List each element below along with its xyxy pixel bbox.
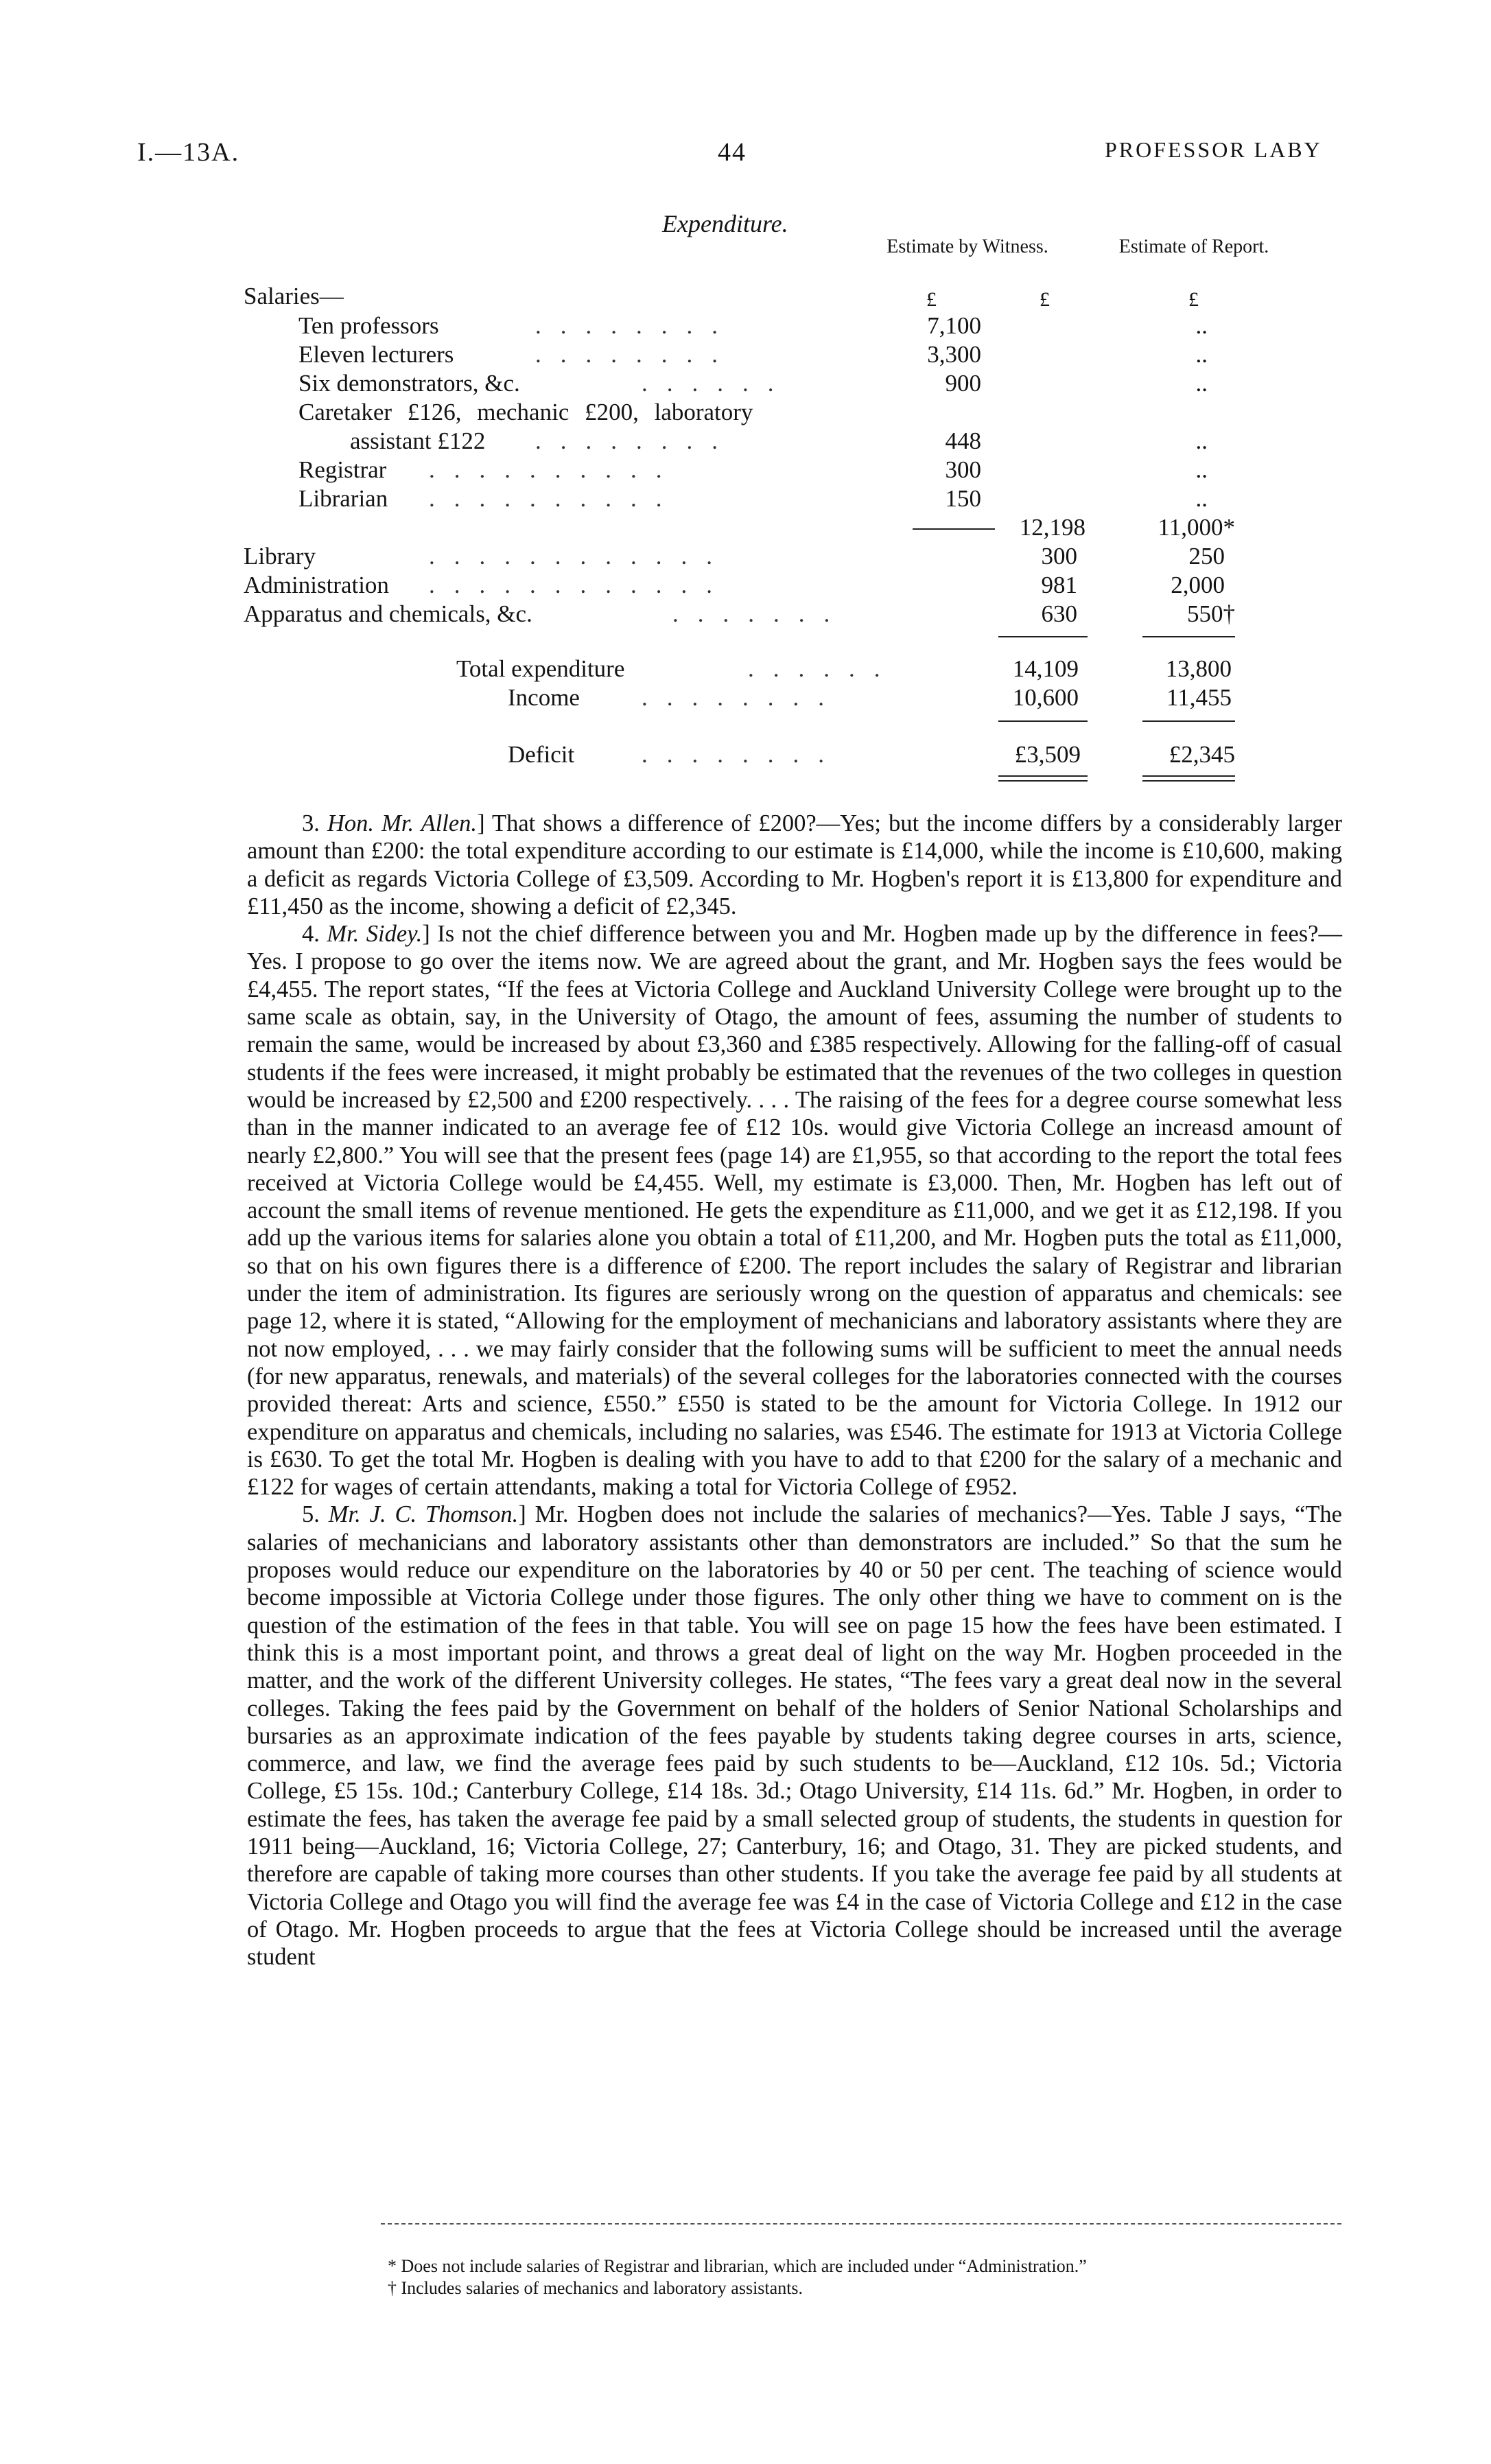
row-witness-value: 900 bbox=[945, 370, 981, 397]
column-header-report: Estimate of Report. bbox=[1118, 236, 1269, 257]
leader-dots: ........ bbox=[535, 312, 737, 339]
footnote-asterisk: * Does not include salaries of Registrar and librarian, which are included under “Administration.” bbox=[388, 2256, 1087, 2276]
row-label: Library bbox=[244, 543, 316, 570]
salaries-total-witness: 12,198 bbox=[1019, 514, 1085, 541]
footnote-dagger: † Includes salaries of mechanics and laboratory assistants. bbox=[388, 2278, 803, 2298]
total-rule-witness bbox=[998, 636, 1088, 637]
row-witness-value: 630 bbox=[1041, 600, 1077, 627]
row-witness-value: 3,300 bbox=[927, 341, 981, 368]
row-label: Caretaker £126, mechanic £200, laboratory bbox=[298, 399, 753, 425]
header-witness-name: PROFESSOR LABY bbox=[1105, 137, 1322, 162]
row-report-value: .. bbox=[1195, 312, 1208, 339]
paragraph: 4. Mr. Sidey.] Is not the chief difference between you and Mr. Hogben made up by the difference in fees?—Yes. I propose to go over the items now. We are agreed about the grant, and Mr. Hogben says the fees would be £4,455. The report states, “If the fees at Victoria College and Auckland University College were brought up to the same scale as obtain, say, in the University of Otago, the amount of fees, assuming the number of students to remain the same, would be increased by about £3,360 and £385 respectively. Allowing for the falling-off of casual students if the fees were increased, it might probably be estimated that the revenues of the two colleges in question would be increased by £2,500 and £200 respectively. . . . The raising of the fees for a degree course somewhat less than in the manner indicated to an average fee of £12 10s. would give Victoria College an increasd amount of nearly £2,800.” You will see that the present fees (page 14) are £1,955, so that according to the report the total fees received at Victoria College would be £4,455. Well, my estimate is £3,000. Then, Mr. Hogben has left out of account the small items of revenue mentioned. He gets the expenditure as £11,000, and we get it as £12,198. If you add up the various items for salaries alone you obtain a total of £11,200, and Mr. Hogben puts the total as £11,000, so that on his own figures there is a difference of £200. The report includes the salary of Registrar and librarian under the item of administration. Its figures are seriously wrong on the question of apparatus and chemicals: see page 12, where it is stated, “Allowing for the employment of mechanicians and laboratory assistants where they are not now employed, . . . we may fairly consider that the following sums will be sufficient to meet the annual needs (for new apparatus, renewals, and materials) of the several colleges for the laboratories connected with the courses provided thereat: Arts and science, £550.” £550 is stated to be the amount for Victoria College. In 1912 our expenditure on apparatus and chemicals, including no salaries, was £546. The estimate for 1913 at Victoria College is £630. To get the total Mr. Hogben is dealing with you have to add to that £200 for the salary of a mechanic and £122 for wages of certain attendants, making a total for Victoria College of £952. bbox=[247, 921, 1342, 1501]
row-witness-value: 150 bbox=[945, 485, 981, 512]
leader-dots: ...... bbox=[748, 655, 900, 682]
row-witness-value: 448 bbox=[945, 427, 981, 454]
paragraph-text: Mr. Hogben does not include the salaries of mechanics?—Yes. Table J says, “The salaries of mechanicians and laboratory assistants other than demonstrators are included.” So that the sum he proposes would reduce our expenditure on the laboratories by 40 or 50 per cent. The teaching of science would become impossible at Victoria College under those figures. The only other thing we have to comment on is the question of the estimation of the fees in that table. You will see on page 15 how the fees have been estimated. I think this is a most important point, and throws a great deal of light on the way Mr. Hogben proceeded in the matter, and the work of the different University colleges. He states, “The fees vary a great deal now in the several colleges. Taking the fees paid by the Government on behalf of the holders of Senior National Scholarships and bursaries as an approximate indication of the fees payable by students taking degree courses in arts, science, commerce, and law, we find the average fees paid by such students to be—Auckland, £12 10s. 5d.; Victoria College, £5 15s. 10d.; Canterbury College, £14 18s. 3d.; Otago University, £14 11s. 6d.” Mr. Hogben, in order to estimate the fees, has taken the average fee paid by a small selected group of students, the students in question for 1911 being—Auckland, 16; Victoria College, 27; Canterbury, 16; and Otago, 31. They are picked students, and therefore are capable of taking more courses than other students. If you take the average fee paid by all students at Victoria College and Otago you will find the average fee was £4 in the case of Victoria College and £12 in the case of Otago. Mr. Hogben proceeds to argue that the fees at Victoria College should be increased until the average student bbox=[247, 1501, 1342, 1971]
deficit-label: Deficit bbox=[508, 741, 575, 768]
leader-dots: ........ bbox=[535, 427, 737, 454]
row-witness-value: 300 bbox=[945, 456, 981, 483]
question-number: 4. bbox=[302, 921, 320, 948]
deficit-witness: £3,509 bbox=[1014, 741, 1081, 768]
deficit-report: £2,345 bbox=[1169, 741, 1235, 768]
page-number: 44 bbox=[718, 138, 747, 167]
paragraph-text: That shows a difference of £200?—Yes; but the income differs by a considerably larger amount than £200: the total expenditure according to our estimate is £14,000, while the income is £10,600, making a deficit as regards Victoria College of £3,509. According to Mr. Hogben's report it is £13,800 for expenditure and £11,450 as the income, showing a deficit of £2,345. bbox=[247, 810, 1342, 919]
row-report-value: .. bbox=[1195, 370, 1208, 397]
row-label: Six demonstrators, &c. bbox=[298, 370, 520, 397]
leader-dots: ............ bbox=[429, 543, 731, 570]
header-reference: I.—13A. bbox=[137, 138, 240, 167]
row-report-value: 250 bbox=[1188, 543, 1225, 570]
question-number: 3. bbox=[302, 810, 320, 836]
row-witness-value: 7,100 bbox=[927, 312, 981, 339]
leader-dots: ........ bbox=[535, 341, 737, 368]
leader-dots: .......... bbox=[429, 485, 681, 512]
paragraph: 3. Hon. Mr. Allen.] That shows a difference of £200?—Yes; but the income differs by a considerably larger amount than £200: the total expenditure according to our estimate is £14,000, while the income is £10,600, making a deficit as regards Victoria College of £3,509. According to Mr. Hogben's report it is £13,800 for expenditure and £11,450 as the income, showing a deficit of £2,345. bbox=[247, 810, 1342, 919]
row-witness-value: 981 bbox=[1041, 572, 1077, 598]
double-rule-report-b bbox=[1142, 780, 1235, 782]
income-label: Income bbox=[508, 684, 580, 711]
row-label: Eleven lecturers bbox=[298, 341, 454, 368]
leader-dots: .......... bbox=[429, 456, 681, 483]
row-report-value: .. bbox=[1195, 341, 1208, 368]
currency-witness-1: £ bbox=[926, 288, 937, 311]
total-expenditure-witness: 14,109 bbox=[1012, 655, 1079, 682]
row-report-value: .. bbox=[1195, 456, 1208, 483]
speaker-name: Hon. Mr. Allen. bbox=[327, 810, 478, 836]
leader-dots: ........ bbox=[642, 684, 843, 711]
row-report-value: 2,000 bbox=[1171, 572, 1225, 598]
paragraph-text: Is not the chief difference between you and Mr. Hogben made up by the difference in fees?—Yes. I propose to go over the items now. We are agreed about the grant, and Mr. Hogben says the fees would be £4,455. The report states, “If the fees at Victoria College and Auckland University College were brought up to the same scale as obtain, say, in the University of Otago, the amount of fees, assuming the number of students to remain the same, would be increased by about £3,360 and £385 respectively. Allowing for the falling-off of casual students if the fees were increased, it might probably be estimated that the revenues of the two colleges in question would be increased by £2,500 and £200 respectively. . . . The raising of the fees for a degree course somewhat less than in the manner indicated to an average fee of £12 10s. would give Victoria College an increasd amount of nearly £2,800.” You will see that the present fees (page 14) are £1,955, so that according to the report the total fees received at Victoria College would be £4,455. Well, my estimate is £3,000. Then, Mr. Hogben has left out of account the small items of revenue mentioned. He gets the expenditure as £11,000, and we get it as £12,198. If you add up the various items for salaries alone you obtain a total of £11,200, and Mr. Hogben puts the total as £11,000, so that on his own figures there is a difference of £200. The report includes the salary of Registrar and librarian under the item of administration. Its figures are seriously wrong on the question of apparatus and chemicals: see page 12, where it is stated, “Allowing for the employment of mechanicians and laboratory assistants where they are not now employed, . . . we may fairly consider that the following sums will be sufficient to meet the annual needs (for new apparatus, renewals, and materials) of the several colleges for the laboratories connected with the courses provided thereat: Arts and science, £550.” £550 is stated to be the amount for Victoria College. In 1912 our expenditure on apparatus and chemicals, including no salaries, was £546. The estimate for 1913 at Victoria College is £630. To get the total Mr. Hogben is dealing with you have to add to that £200 for the salary of a mechanic and £122 for wages of certain attendants, making a total for Victoria College of £952. bbox=[247, 921, 1342, 1501]
speaker-name: Mr. Sidey. bbox=[327, 921, 423, 948]
row-label: Apparatus and chemicals, &c. bbox=[244, 600, 532, 627]
subtotal-rule bbox=[913, 528, 995, 530]
total-rule-report bbox=[1142, 636, 1235, 637]
speaker-name: Mr. J. C. Thomson. bbox=[328, 1501, 519, 1528]
paragraph: 5. Mr. J. C. Thomson.] Mr. Hogben does not include the salaries of mechanics?—Yes. Table J says, “The salaries of mechanicians and laboratory assistants other than demonstrators are included.” So that the sum he proposes would reduce our expenditure on the laboratories by 40 or 50 per cent. The teaching of science would become impossible at Victoria College under those figures. The only other thing we have to comment on is the question of the estimation of the fees in that table. You will see on page 15 how the fees have been estimated. I think this is a most important point, and throws a great deal of light on the way Mr. Hogben proceeded in the matter, and the work of the different University colleges. He states, “The fees vary a great deal now in the several colleges. Taking the fees paid by the Government on behalf of the holders of Senior National Scholarships and bursaries as an approximate indication of the fees payable by students taking degree courses in arts, science, commerce, and law, we find the average fees paid by such students to be—Auckland, £12 10s. 5d.; Victoria College, £5 15s. 10d.; Canterbury College, £14 18s. 3d.; Otago University, £14 11s. 6d.” Mr. Hogben, in order to estimate the fees, has taken the average fee paid by a small selected group of students, the students in question for 1911 being—Auckland, 16; Victoria College, 27; Canterbury, 16; and Otago, 31. They are picked students, and therefore are capable of taking more courses than other students. If you take the average fee paid by all students at Victoria College and Otago you will find the average fee was £4 in the case of Victoria College and £12 in the case of Otago. Mr. Hogben proceeds to argue that the fees at Victoria College should be increased until the average student bbox=[247, 1501, 1342, 1971]
leader-dots: ........ bbox=[642, 741, 843, 768]
currency-report: £ bbox=[1188, 288, 1199, 311]
row-label: Registrar bbox=[298, 456, 387, 483]
income-report: 11,455 bbox=[1166, 684, 1232, 711]
total-expenditure-label: Total expenditure bbox=[456, 655, 625, 682]
row-label: Librarian bbox=[298, 485, 388, 512]
salaries-total-report: 11,000* bbox=[1158, 514, 1235, 541]
evidence-body bbox=[247, 810, 1342, 1971]
question-number: 5. bbox=[302, 1501, 320, 1528]
double-rule-witness-a bbox=[998, 775, 1088, 777]
row-witness-value: 300 bbox=[1041, 543, 1077, 570]
leader-dots: ...... bbox=[642, 370, 793, 397]
currency-witness-2: £ bbox=[1040, 288, 1050, 311]
total-expenditure-report: 13,800 bbox=[1165, 655, 1232, 682]
deficit-rule-witness bbox=[998, 720, 1088, 722]
row-report-value: .. bbox=[1195, 427, 1208, 454]
double-rule-witness-b bbox=[998, 780, 1088, 782]
footnote-divider bbox=[381, 2223, 1341, 2225]
row-report-value: 550† bbox=[1187, 600, 1235, 627]
column-header-witness: Estimate by Witness. bbox=[887, 236, 1048, 257]
row-label: Administration bbox=[244, 572, 389, 598]
leader-dots: ............ bbox=[429, 572, 731, 598]
income-witness: 10,600 bbox=[1012, 684, 1079, 711]
deficit-rule-report bbox=[1142, 720, 1235, 722]
leader-dots: ....... bbox=[672, 600, 849, 627]
salaries-heading: Salaries— bbox=[244, 283, 344, 309]
row-label: assistant £122 bbox=[350, 427, 486, 454]
table-title: Expenditure. bbox=[662, 210, 788, 237]
row-report-value: .. bbox=[1195, 485, 1208, 512]
double-rule-report-a bbox=[1142, 775, 1235, 777]
row-label: Ten professors bbox=[298, 312, 439, 339]
